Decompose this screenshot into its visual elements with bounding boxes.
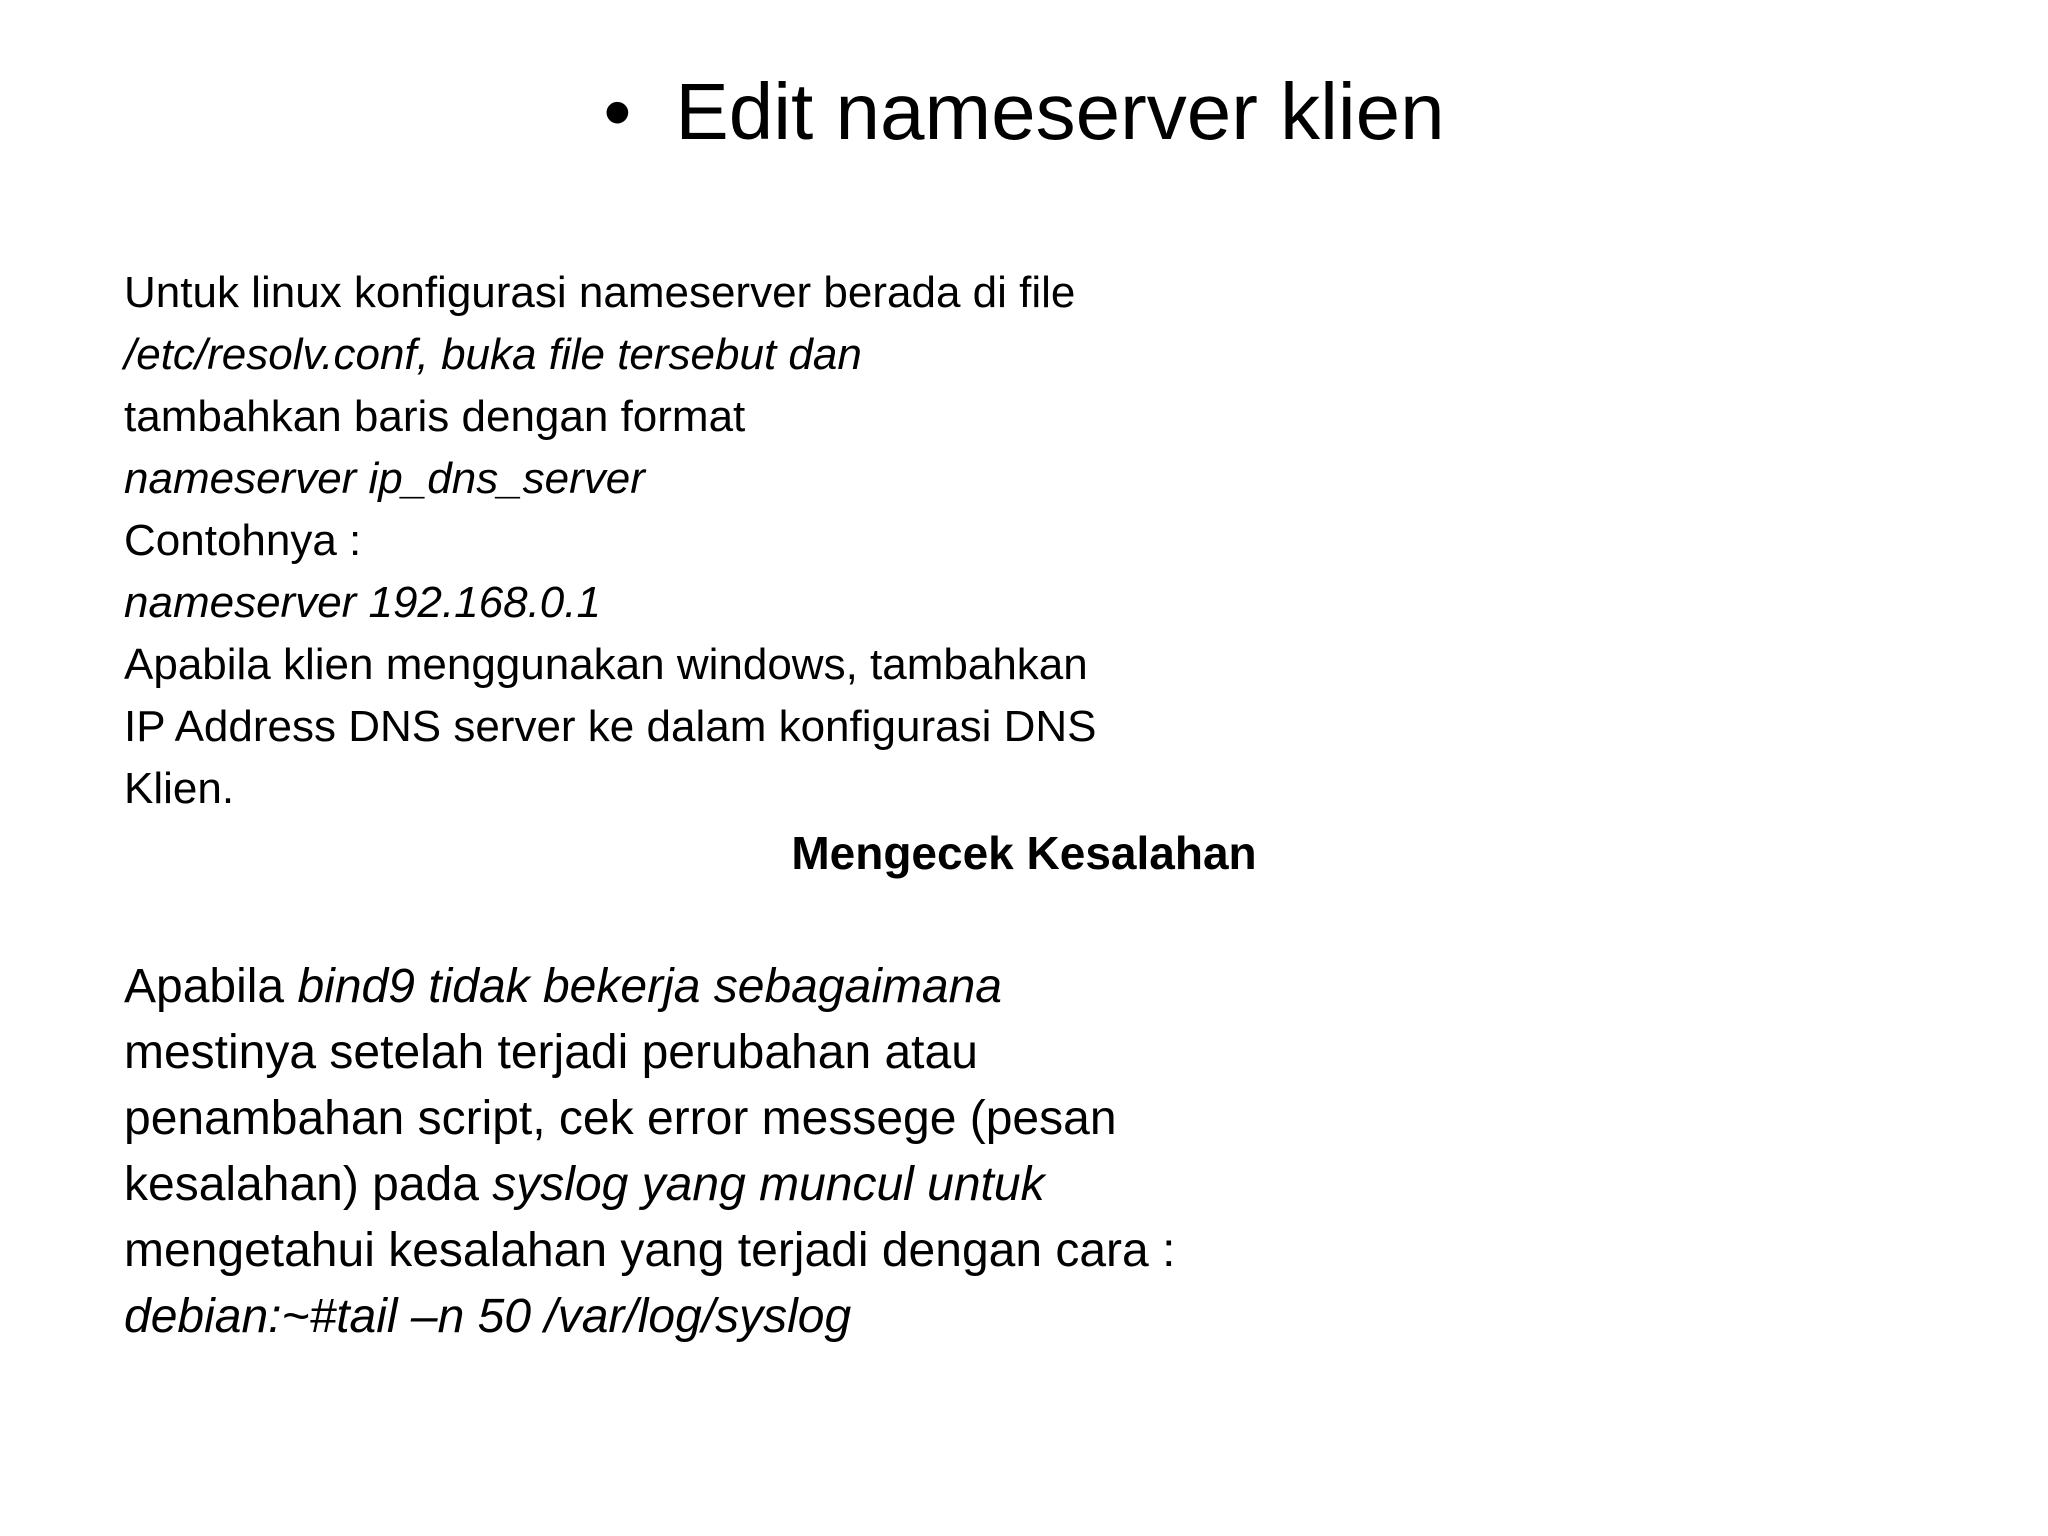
client-config-paragraph [124, 262, 1424, 820]
error-check-paragraph [124, 954, 1524, 1350]
slide-title-text: Edit nameserver klien [675, 67, 1445, 156]
text-segment-italic: bind9 tidak bekerja sebagaimana [297, 960, 1002, 1013]
bullet-icon: • [603, 67, 632, 156]
text-line: mengetahui kesalahan yang terjadi dengan cara : [124, 1224, 1176, 1277]
text-line-italic: nameserver 192.168.0.1 [124, 578, 601, 627]
text-line: Klien. [124, 764, 235, 813]
text-segment: Apabila [124, 960, 298, 1013]
text-segment-italic: syslog yang muncul untuk [492, 1158, 1045, 1211]
text-line: IP Address DNS server ke dalam konfigurasi DNS [124, 702, 1097, 751]
text-line-italic: /etc/resolv.conf, buka file tersebut dan [124, 330, 862, 379]
text-line: penambahan script, cek error messege (pesan [124, 1092, 1117, 1145]
text-segment: kesalahan) pada [124, 1158, 493, 1211]
text-line-italic: nameserver ip_dns_server [124, 454, 645, 503]
text-line [124, 1152, 1524, 1218]
text-line: Apabila klien menggunakan windows, tambahkan [124, 640, 1088, 689]
text-line: Untuk linux konfigurasi nameserver berada di file [124, 268, 1076, 317]
section-heading [0, 822, 2048, 884]
text-line: Contohnya : [124, 516, 362, 565]
text-line: tambahkan baris dengan format [124, 392, 746, 441]
text-line [124, 954, 1524, 1020]
command-line: debian:~#tail –n 50 /var/log/syslog [124, 1290, 852, 1343]
section-heading-text: Mengecek Kesalahan [791, 827, 1257, 879]
text-line: mestinya setelah terjadi perubahan atau [124, 1026, 978, 1079]
slide-title [0, 62, 2048, 162]
